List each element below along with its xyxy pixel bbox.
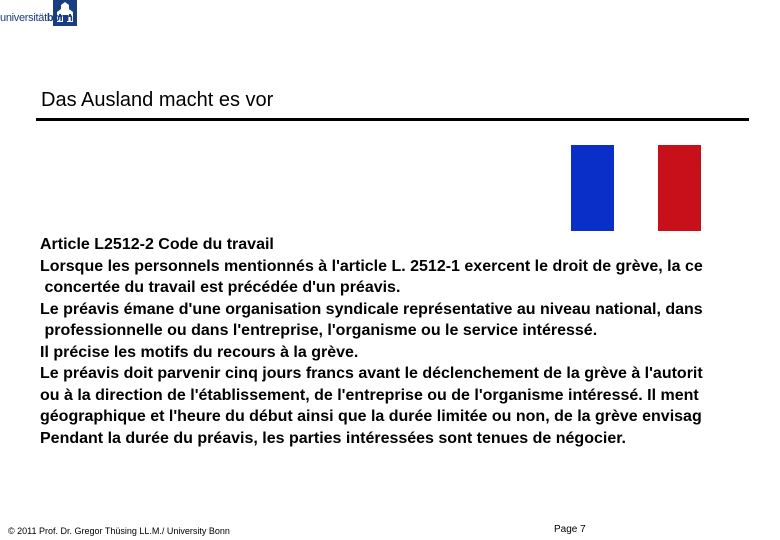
flag-stripe-blue — [571, 145, 614, 231]
text-line: Le préavis doit parvenir cinq jours francs avant le déclenchement de la grève à l'autorit — [40, 365, 703, 382]
logo-prefix: universität — [0, 12, 47, 24]
text-line: ou à la direction de l'établissement, de l'entreprise ou de l'organisme intéressé. Il ment — [40, 386, 699, 404]
logo-suffix: bonn — [46, 12, 73, 24]
university-logo — [0, 0, 80, 30]
footer-copyright: © 2011 Prof. Dr. Gregor Thüsing LL.M./ University Bonn — [8, 526, 230, 536]
slide-title: Das Ausland macht es vor — [41, 89, 274, 111]
text-line: Lorsque les personnels mentionnés à l'article L. 2512-1 exercent le droit de grève, la ce — [40, 257, 703, 275]
text-line: Pendant la durée du préavis, les parties intéressées sont tenues de négocier. — [40, 429, 626, 447]
university-logo-text — [0, 12, 73, 24]
text-line: Article L2512-2 Code du travail — [40, 236, 274, 253]
text-line: professionnelle ou dans l'entreprise, l'organisme ou le service intéressé. — [40, 322, 598, 339]
text-line: Il précise les motifs du recours à la grève. — [40, 343, 359, 361]
text-line: géographique et l'heure du début ainsi que la durée limitée ou non, de la grève envisag — [40, 408, 702, 425]
french-flag-image — [571, 145, 701, 231]
title-divider — [36, 118, 749, 121]
text-line: concertée du travail est précédée d'un préavis. — [40, 279, 401, 296]
flag-stripe-red — [658, 145, 701, 231]
text-line: Le préavis émane d'une organisation syndicale représentative au niveau national, dans — [40, 300, 703, 318]
legal-text-block — [40, 234, 780, 449]
flag-stripe-white — [614, 145, 657, 231]
page-number: Page 7 — [554, 524, 586, 535]
